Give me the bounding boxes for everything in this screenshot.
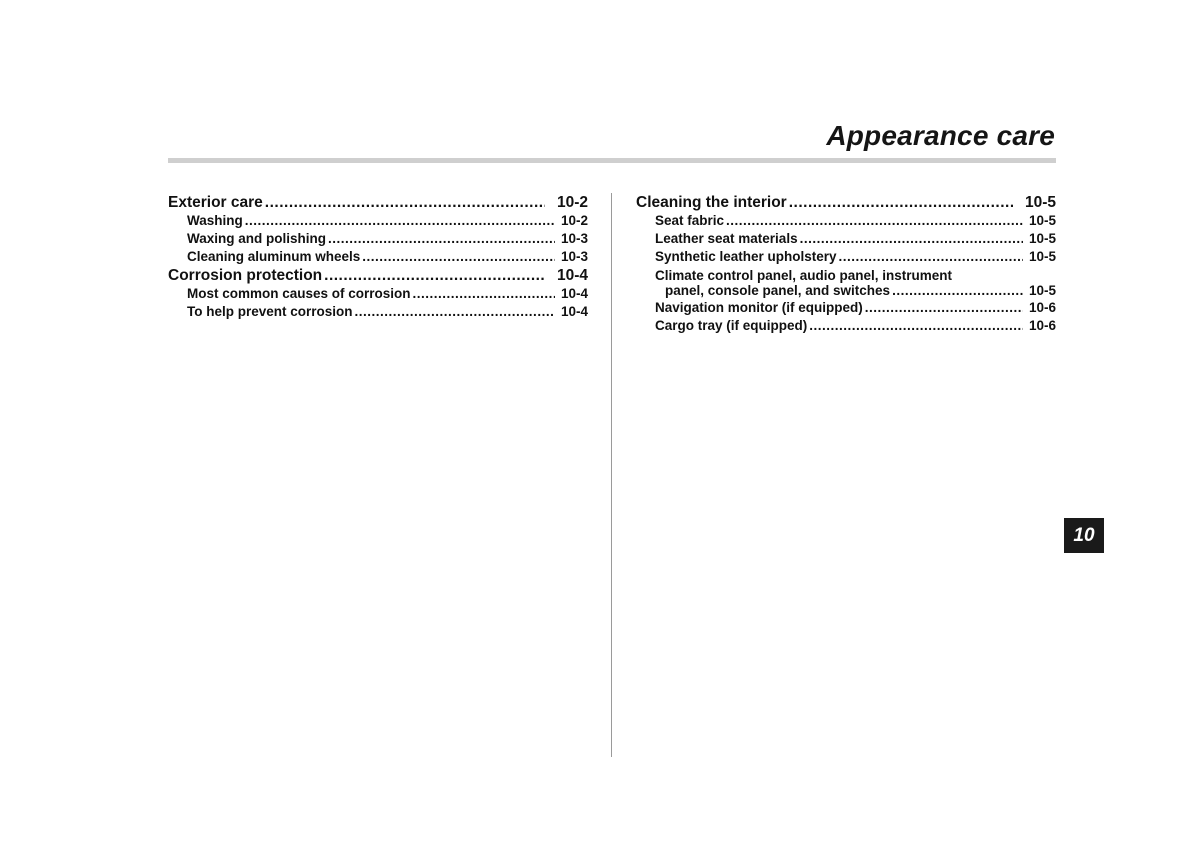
- toc-entry-label: Corrosion protection: [168, 267, 323, 284]
- chapter-tab[interactable]: [1064, 518, 1104, 553]
- toc-entry-label: Most common causes of corrosion: [187, 286, 411, 301]
- toc-page-number: 10-4: [560, 304, 588, 319]
- toc-entry-cargo-tray[interactable]: [636, 317, 1056, 335]
- toc-entry-label: Washing: [187, 213, 243, 228]
- toc-entry-navigation-monitor[interactable]: [636, 299, 1056, 317]
- toc-left-column: [168, 193, 588, 321]
- leader-dots: [809, 317, 1023, 335]
- toc-entry-label-line1: Climate control panel, audio panel, instrument: [655, 268, 953, 283]
- toc-entry-leather-seat[interactable]: [636, 230, 1056, 248]
- title-rule: [168, 158, 1056, 163]
- toc-entry-corrosion-protection[interactable]: [168, 266, 588, 285]
- toc-page-number: 10-6: [1028, 300, 1056, 315]
- leader-dots: [800, 230, 1023, 248]
- toc-page-number: 10-3: [560, 249, 588, 264]
- toc-entry-label: Navigation monitor (if equipped): [655, 300, 863, 315]
- toc-entry-climate-panel[interactable]: [636, 268, 1056, 298]
- toc-entry-label-stack: [655, 268, 1056, 298]
- toc-page-number: 10-5: [1028, 231, 1056, 246]
- toc-right-column: [636, 193, 1056, 335]
- toc-page-number: 10-5: [1028, 213, 1056, 228]
- toc-entry-washing[interactable]: [168, 212, 588, 230]
- leader-dots: [265, 193, 545, 212]
- column-divider: [611, 193, 612, 757]
- toc-page-number: 10-4: [560, 286, 588, 301]
- toc-entry-label-line2-row: [655, 283, 1056, 298]
- toc-entry-cleaning-interior[interactable]: [636, 193, 1056, 212]
- toc-entry-synthetic-leather[interactable]: [636, 248, 1056, 266]
- toc-page-number: 10-4: [556, 267, 588, 284]
- chapter-tab-number: 10: [1073, 524, 1095, 546]
- toc-entry-label: To help prevent corrosion: [187, 304, 353, 319]
- toc-entry-label: Seat fabric: [655, 213, 725, 228]
- toc-entry-label: Cleaning the interior: [636, 194, 787, 211]
- chapter-title: Appearance care: [826, 120, 1055, 151]
- toc-page-number: 10-2: [560, 213, 588, 228]
- toc-entry-causes-corrosion[interactable]: [168, 285, 588, 303]
- toc-entry-label: Cleaning aluminum wheels: [187, 249, 361, 264]
- leader-dots: [355, 303, 555, 321]
- toc-entry-label-line2: panel, console panel, and switches: [665, 283, 891, 298]
- toc-entry-exterior-care[interactable]: [168, 193, 588, 212]
- toc-entry-label: Cargo tray (if equipped): [655, 318, 808, 333]
- toc-page-number: 10-2: [556, 194, 588, 211]
- toc-page-number: 10-5: [1028, 249, 1056, 264]
- leader-dots: [362, 248, 555, 266]
- toc-entry-cleaning-wheels[interactable]: [168, 248, 588, 266]
- leader-dots: [328, 230, 555, 248]
- toc-page-number: 10-5: [1024, 194, 1056, 211]
- toc-entry-label: Synthetic leather upholstery: [655, 249, 837, 264]
- leader-dots: [839, 248, 1023, 266]
- leader-dots: [789, 193, 1013, 212]
- leader-dots: [865, 299, 1023, 317]
- leader-dots: [324, 266, 545, 285]
- toc-entry-seat-fabric[interactable]: [636, 212, 1056, 230]
- toc-entry-prevent-corrosion[interactable]: [168, 303, 588, 321]
- leader-dots: [245, 212, 555, 230]
- toc-page-number: 10-3: [560, 231, 588, 246]
- leader-dots: [726, 212, 1023, 230]
- toc-entry-label: Exterior care: [168, 194, 263, 211]
- toc-page-number: 10-5: [1028, 283, 1056, 298]
- toc-entry-label: Leather seat materials: [655, 231, 798, 246]
- leader-dots: [413, 285, 555, 303]
- leader-dots: [892, 283, 1023, 298]
- toc-page-number: 10-6: [1028, 318, 1056, 333]
- toc-entry-waxing-polishing[interactable]: [168, 230, 588, 248]
- toc-entry-label: Waxing and polishing: [187, 231, 326, 246]
